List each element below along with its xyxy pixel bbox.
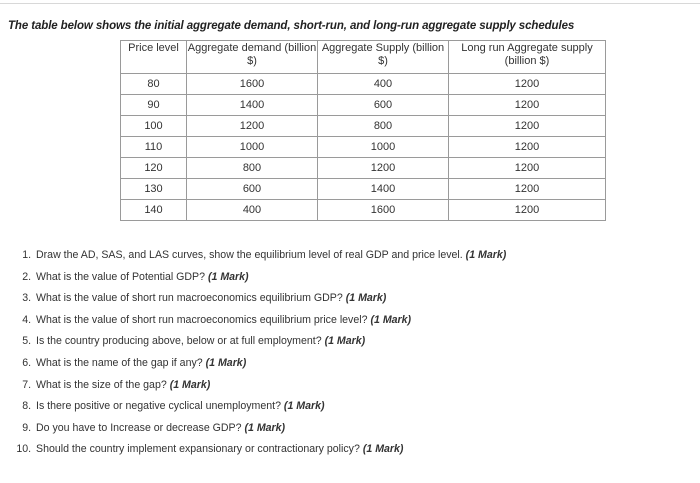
table-row (121, 95, 606, 116)
list-item (34, 270, 674, 292)
list-item (34, 334, 674, 356)
cell-aggregate-demand: 1000 (187, 137, 318, 158)
cell-long-run-supply: 1200 (449, 200, 606, 221)
cell-aggregate-supply: 1600 (318, 200, 449, 221)
cell-aggregate-demand: 600 (187, 179, 318, 200)
cell-long-run-supply: 1200 (449, 137, 606, 158)
cell-aggregate-demand: 1200 (187, 116, 318, 137)
question-mark-value: (1 Mark) (465, 249, 507, 261)
cell-aggregate-demand: 400 (187, 200, 318, 221)
cell-price-level: 100 (121, 116, 187, 137)
cell-aggregate-demand: 800 (187, 158, 318, 179)
cell-price-level: 130 (121, 179, 187, 200)
list-item (34, 356, 674, 378)
question-mark-value: (1 Mark) (324, 335, 366, 348)
table-row (121, 158, 606, 179)
header-long-run-supply: Long run Aggregate supply (billion $) (449, 41, 606, 74)
question-list (10, 248, 674, 464)
question-mark-value: (1 Mark) (169, 378, 211, 391)
list-item (34, 248, 674, 270)
question-mark-value: (1 Mark) (244, 421, 286, 434)
header-aggregate-supply: Aggregate Supply (billion $) (318, 41, 449, 74)
table-row (121, 179, 606, 200)
top-divider (0, 3, 700, 4)
table-header-row (121, 41, 606, 74)
question-text: What is the value of short run macroeconomics equilibrium price level? (36, 313, 368, 326)
question-mark-value: (1 Mark) (345, 292, 387, 305)
cell-aggregate-supply: 400 (318, 74, 449, 95)
list-item (34, 378, 674, 400)
table-row (121, 200, 606, 221)
header-price-level: Price level (121, 41, 187, 74)
list-item (34, 399, 674, 421)
cell-long-run-supply: 1200 (449, 116, 606, 137)
list-item (34, 313, 674, 335)
supply-demand-table (120, 40, 606, 221)
cell-long-run-supply: 1200 (449, 179, 606, 200)
table-row (121, 137, 606, 158)
list-item (34, 421, 674, 443)
list-item (34, 442, 674, 464)
question-text: Is the country producing above, below or at full employment? (36, 335, 322, 348)
cell-aggregate-supply: 1000 (318, 137, 449, 158)
question-text: Should the country implement expansionary or contractionary policy? (36, 443, 360, 456)
cell-aggregate-demand: 1400 (187, 95, 318, 116)
list-item (34, 291, 674, 313)
question-text: Do you have to Increase or decrease GDP? (36, 421, 242, 434)
cell-long-run-supply: 1200 (449, 74, 606, 95)
header-aggregate-demand: Aggregate demand (billion $) (187, 41, 318, 74)
cell-price-level: 80 (121, 74, 187, 95)
question-text: What is the value of Potential GDP? (36, 270, 205, 283)
cell-aggregate-supply: 1200 (318, 158, 449, 179)
cell-aggregate-supply: 800 (318, 116, 449, 137)
cell-aggregate-demand: 1600 (187, 74, 318, 95)
cell-price-level: 110 (121, 137, 187, 158)
cell-aggregate-supply: 600 (318, 95, 449, 116)
question-text: What is the size of the gap? (36, 378, 167, 391)
question-text: What is the name of the gap if any? (36, 356, 203, 369)
table-row (121, 116, 606, 137)
question-mark-value: (1 Mark) (205, 356, 247, 369)
cell-long-run-supply: 1200 (449, 158, 606, 179)
cell-aggregate-supply: 1400 (318, 179, 449, 200)
cell-price-level: 120 (121, 158, 187, 179)
question-mark-value: (1 Mark) (207, 270, 249, 283)
question-mark-value: (1 Mark) (362, 443, 404, 456)
question-text: Draw the AD, SAS, and LAS curves, show the equilibrium level of real GDP and price level. (36, 249, 463, 261)
cell-price-level: 140 (121, 200, 187, 221)
cell-long-run-supply: 1200 (449, 95, 606, 116)
question-mark-value: (1 Mark) (370, 313, 412, 326)
question-text: Is there positive or negative cyclical unemployment? (36, 400, 281, 413)
table-row (121, 74, 606, 95)
question-mark-value: (1 Mark) (283, 400, 325, 413)
page-heading: The table below shows the initial aggregate demand, short-run, and long-run aggregate supply schedules (8, 20, 575, 32)
cell-price-level: 90 (121, 95, 187, 116)
question-text: What is the value of short run macroeconomics equilibrium GDP? (36, 292, 343, 305)
